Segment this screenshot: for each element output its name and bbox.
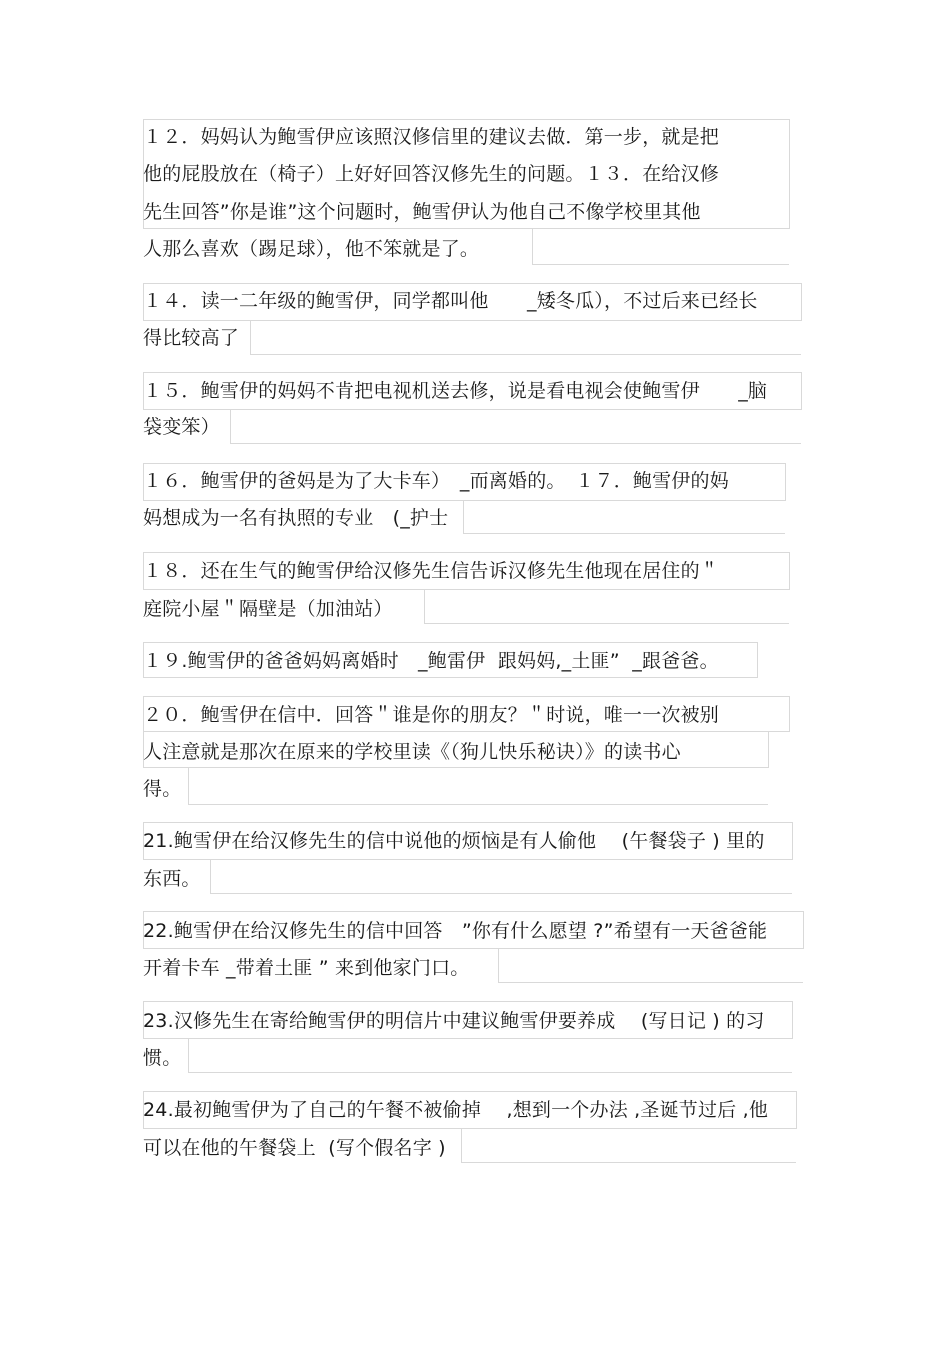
frame-q18-tail	[424, 589, 789, 624]
frame-q21-tail	[210, 859, 792, 894]
frame-q22-tail	[498, 948, 803, 983]
text-line: 东西。	[143, 868, 201, 890]
frame-q12-tail	[532, 228, 789, 265]
text-line: 可以在他的午餐袋上 (写个假名字 )	[143, 1137, 446, 1159]
frame-q20-tail	[188, 768, 768, 805]
text-line: 21.鲍雪伊在给汉修先生的信中说他的烦恼是有人偷他 (午餐袋子 ) 里的	[143, 830, 765, 852]
frame-q14-tail	[250, 320, 801, 355]
text-line: 24.最初鲍雪伊为了自己的午餐不被偷掉 ,想到一个办法 ,圣诞节过后 ,他	[143, 1099, 769, 1121]
text-line: １５．鲍雪伊的妈妈不肯把电视机送去修，说是看电视会使鲍雪伊 _脑	[143, 380, 768, 402]
text-line: 开着卡车 _带着土匪 ” 来到他家门口。	[143, 957, 470, 979]
text-line: 袋变笨）	[143, 416, 220, 438]
frame-q15-tail	[230, 409, 801, 444]
frame-q24-tail	[461, 1128, 796, 1163]
frame-q23-tail	[188, 1038, 792, 1073]
text-line: 惯。	[143, 1047, 182, 1069]
text-line: 得比较高了	[143, 327, 240, 349]
text-line: １２．妈妈认为鲍雪伊应该照汉修信里的建议去做．第一步，就是把	[143, 126, 720, 148]
text-line: 22.鲍雪伊在给汉修先生的信中回答 ”你有什么愿望 ?”希望有一天爸爸能	[143, 920, 768, 942]
text-line: １４．读一二年级的鲍雪伊，同学都叫他 _矮冬瓜），不过后来已经长	[143, 290, 758, 312]
frame-q16-tail	[463, 500, 785, 534]
text-line: １９.鲍雪伊的爸爸妈妈离婚时 _鲍雷伊 跟妈妈,_土匪” _跟爸爸。	[143, 650, 719, 672]
text-line: 23.汉修先生在寄给鲍雪伊的明信片中建议鲍雪伊要养成 (写日记 ) 的习	[143, 1010, 765, 1032]
text-line: 得。	[143, 778, 182, 800]
text-line: 妈想成为一名有执照的专业 (_护士	[143, 507, 449, 529]
text-line: ２０．鲍雪伊在信中．回答＂谁是你的朋友？＂时说，唯一一次被别	[143, 704, 720, 726]
text-line: 人注意就是那次在原来的学校里读《（狗儿快乐秘诀）》的读书心	[143, 741, 681, 763]
text-line: 人那么喜欢（踢足球），他不笨就是了。	[143, 238, 480, 260]
text-line: １８．还在生气的鲍雪伊给汉修先生信告诉汉修先生他现在居住的＂	[143, 560, 720, 582]
text-line: 先生回答”你是谁”这个问题时，鲍雪伊认为他自己不像学校里其他	[143, 201, 701, 223]
text-line: １６．鲍雪伊的爸妈是为了大卡车） _而离婚的。 １７．鲍雪伊的妈	[143, 470, 729, 492]
text-line: 庭院小屋＂隔壁是（加油站）	[143, 598, 393, 620]
text-line: 他的屁股放在（椅子）上好好回答汉修先生的问题。１３．在给汉修	[143, 163, 720, 185]
